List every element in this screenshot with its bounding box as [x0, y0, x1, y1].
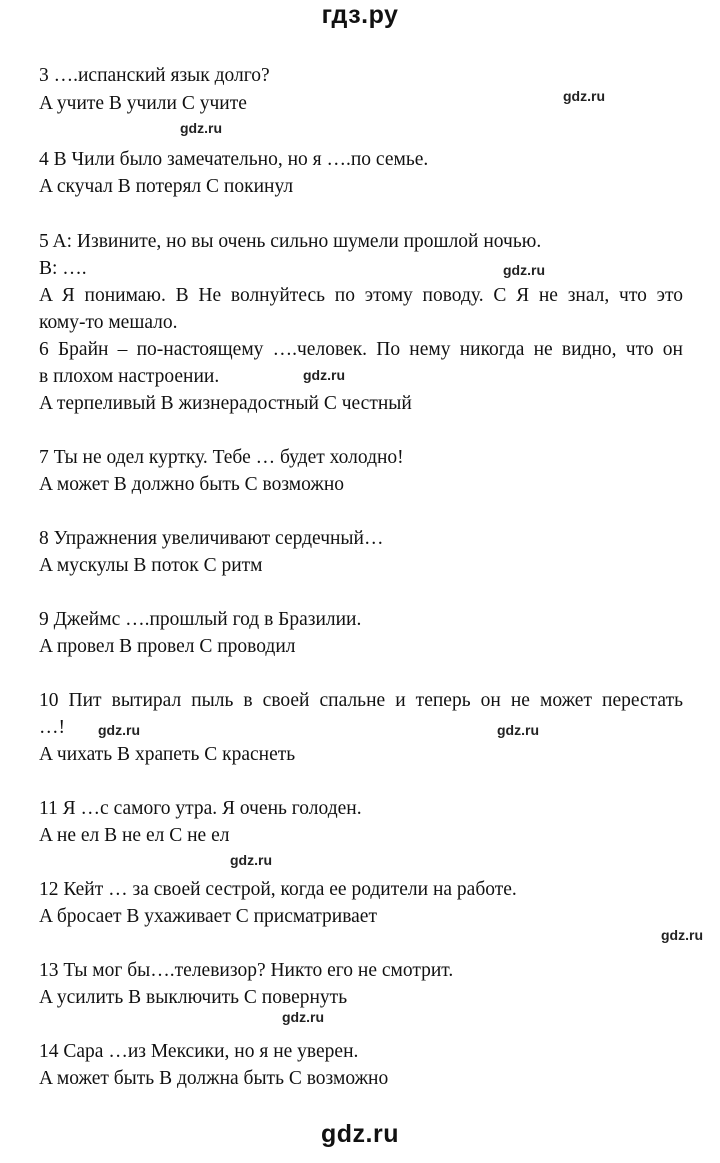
question-4: 4 В Чили было замечательно, но я ….по семье. [39, 149, 429, 170]
answers-5-continued: кому-то мешало. [39, 312, 178, 333]
question-13: 13 Ты мог бы….телевизор? Никто его не смотрит. [39, 960, 454, 981]
watermark: gdz.ru [563, 88, 605, 104]
question-5: 5 A: Извините, но вы очень сильно шумели прошлой ночью. [39, 231, 542, 252]
answers-14: A может быть B должна быть C возможно [39, 1068, 389, 1089]
watermark: gdz.ru [497, 722, 539, 738]
question-10: 10 Пит вытирал пыль в своей спальне и теперь он не может перестать [39, 690, 683, 711]
watermark: gdz.ru [98, 722, 140, 738]
answers-4: A скучал B потерял C покинул [39, 176, 294, 197]
watermark: gdz.ru [661, 927, 703, 943]
question-12: 12 Кейт … за своей сестрой, когда ее родители на работе. [39, 879, 517, 900]
question-5-reply: B: …. [39, 258, 87, 279]
site-header: гдз.ру [321, 1, 399, 29]
watermark: gdz.ru [230, 852, 272, 868]
question-7: 7 Ты не одел куртку. Тебе … будет холодно! [39, 447, 404, 468]
question-9: 9 Джеймс ….прошлый год в Бразилии. [39, 609, 362, 630]
answers-6: A терпеливый B жизнерадостный C честный [39, 393, 412, 414]
site-footer: gdz.ru [321, 1120, 399, 1148]
answers-7: A может B должно быть C возможно [39, 474, 345, 495]
answers-3: A учите B учили C учите [39, 93, 247, 114]
answers-5: A Я понимаю. B Не волнуйтесь по этому поводу. C Я не знал, что это [39, 285, 683, 306]
answers-10: A чихать B храпеть C краснеть [39, 744, 296, 765]
watermark: gdz.ru [303, 367, 345, 383]
watermark: gdz.ru [180, 120, 222, 136]
answers-9: A провел B провел C проводил [39, 636, 296, 657]
question-10-continued: …! [39, 717, 65, 738]
answers-13: A усилить B выключить C повернуть [39, 987, 348, 1008]
question-6: 6 Брайн – по-настоящему ….человек. По нему никогда не видно, что он [39, 339, 683, 360]
question-14: 14 Сара …из Мексики, но я не уверен. [39, 1041, 359, 1062]
question-6-continued: в плохом настроении. [39, 366, 220, 387]
watermark: gdz.ru [282, 1009, 324, 1025]
question-8: 8 Упражнения увеличивают сердечный… [39, 528, 384, 549]
question-3: 3 ….испанский язык долго? [39, 65, 270, 86]
answers-11: A не ел B не ел C не ел [39, 825, 230, 846]
question-11: 11 Я …с самого утра. Я очень голоден. [39, 798, 362, 819]
watermark: gdz.ru [503, 262, 545, 278]
answers-8: A мускулы B поток C ритм [39, 555, 263, 576]
answers-12: A бросает B ухаживает C присматривает [39, 906, 377, 927]
